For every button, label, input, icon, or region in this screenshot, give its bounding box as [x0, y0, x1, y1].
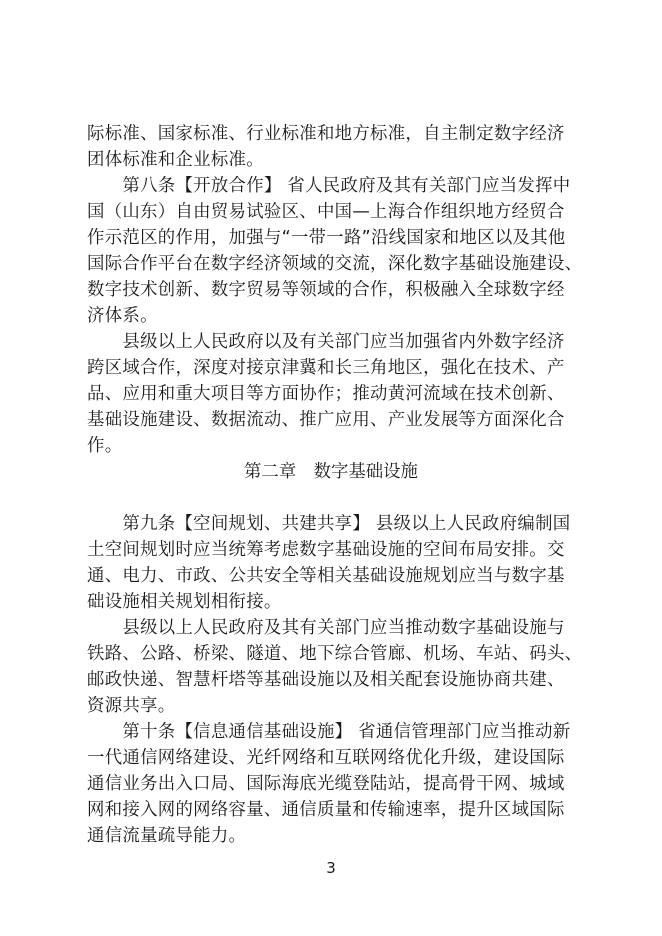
text-line: 邮政快递、智慧杆塔等基础设施以及相关配套设施协商共建、 — [87, 670, 565, 690]
text-line: 团体标准和企业标准。 — [87, 150, 264, 170]
chapter-heading: 第二章 数字基础设施 — [244, 462, 418, 482]
text-line: 第十条【信息通信基础设施】 省通信管理部门应当推动新 — [87, 722, 571, 742]
page-number: 3 — [326, 859, 336, 877]
text-line: 品、应用和重大项目等方面协作；推动黄河流域在技术创新、 — [87, 384, 565, 404]
text-line: 资源共享。 — [87, 696, 176, 716]
text-line: 县级以上人民政府及其有关部门应当推动数字基础设施与 — [87, 618, 565, 638]
text-line: 第八条【开放合作】 省人民政府及其有关部门应当发挥中 — [87, 176, 571, 196]
text-line: 第九条【空间规划、共建共享】 县级以上人民政府编制国 — [87, 514, 571, 534]
text-line: 一代通信网络建设、光纤网络和互联网络优化升级，建设国际 — [87, 748, 565, 768]
text-line: 通信流量疏导能力。 — [87, 826, 247, 846]
text-line: 铁路、公路、桥梁、隧道、地下综合管廊、机场、车站、码头、 — [87, 644, 583, 664]
text-line: 国（山东）自由贸易试验区、中国—上海合作组织地方经贸合 — [87, 202, 565, 222]
text-line: 国际合作平台在数字经济领域的交流，深化数字基础设施建设、 — [87, 254, 583, 274]
text-line: 作示范区的作用，加强与“一带一路”沿线国家和地区以及其他 — [87, 228, 566, 248]
text-line: 县级以上人民政府以及有关部门应当加强省内外数字经济 — [87, 332, 565, 352]
text-line: 跨区域合作，深度对接京津冀和长三角地区，强化在技术、产 — [87, 358, 565, 378]
text-line: 基础设施建设、数据流动、推广应用、产业发展等方面深化合 — [87, 410, 565, 430]
text-line: 际标准、国家标准、行业标准和地方标准，自主制定数字经济 — [87, 124, 565, 144]
text-line: 数字技术创新、数字贸易等领域的合作，积极融入全球数字经 — [87, 280, 565, 300]
text-line: 济体系。 — [87, 306, 158, 326]
text-line: 作。 — [87, 436, 123, 456]
text-line: 网和接入网的网络容量、通信质量和传输速率，提升区域国际 — [87, 800, 565, 820]
text-line: 通、电力、市政、公共安全等相关基础设施规划应当与数字基 — [87, 566, 565, 586]
text-line: 土空间规划时应当统筹考虑数字基础设施的空间布局安排。交 — [87, 540, 565, 560]
text-line: 础设施相关规划相衔接。 — [87, 592, 282, 612]
text-line: 通信业务出入口局、国际海底光缆登陆站，提高骨干网、城域 — [87, 774, 565, 794]
